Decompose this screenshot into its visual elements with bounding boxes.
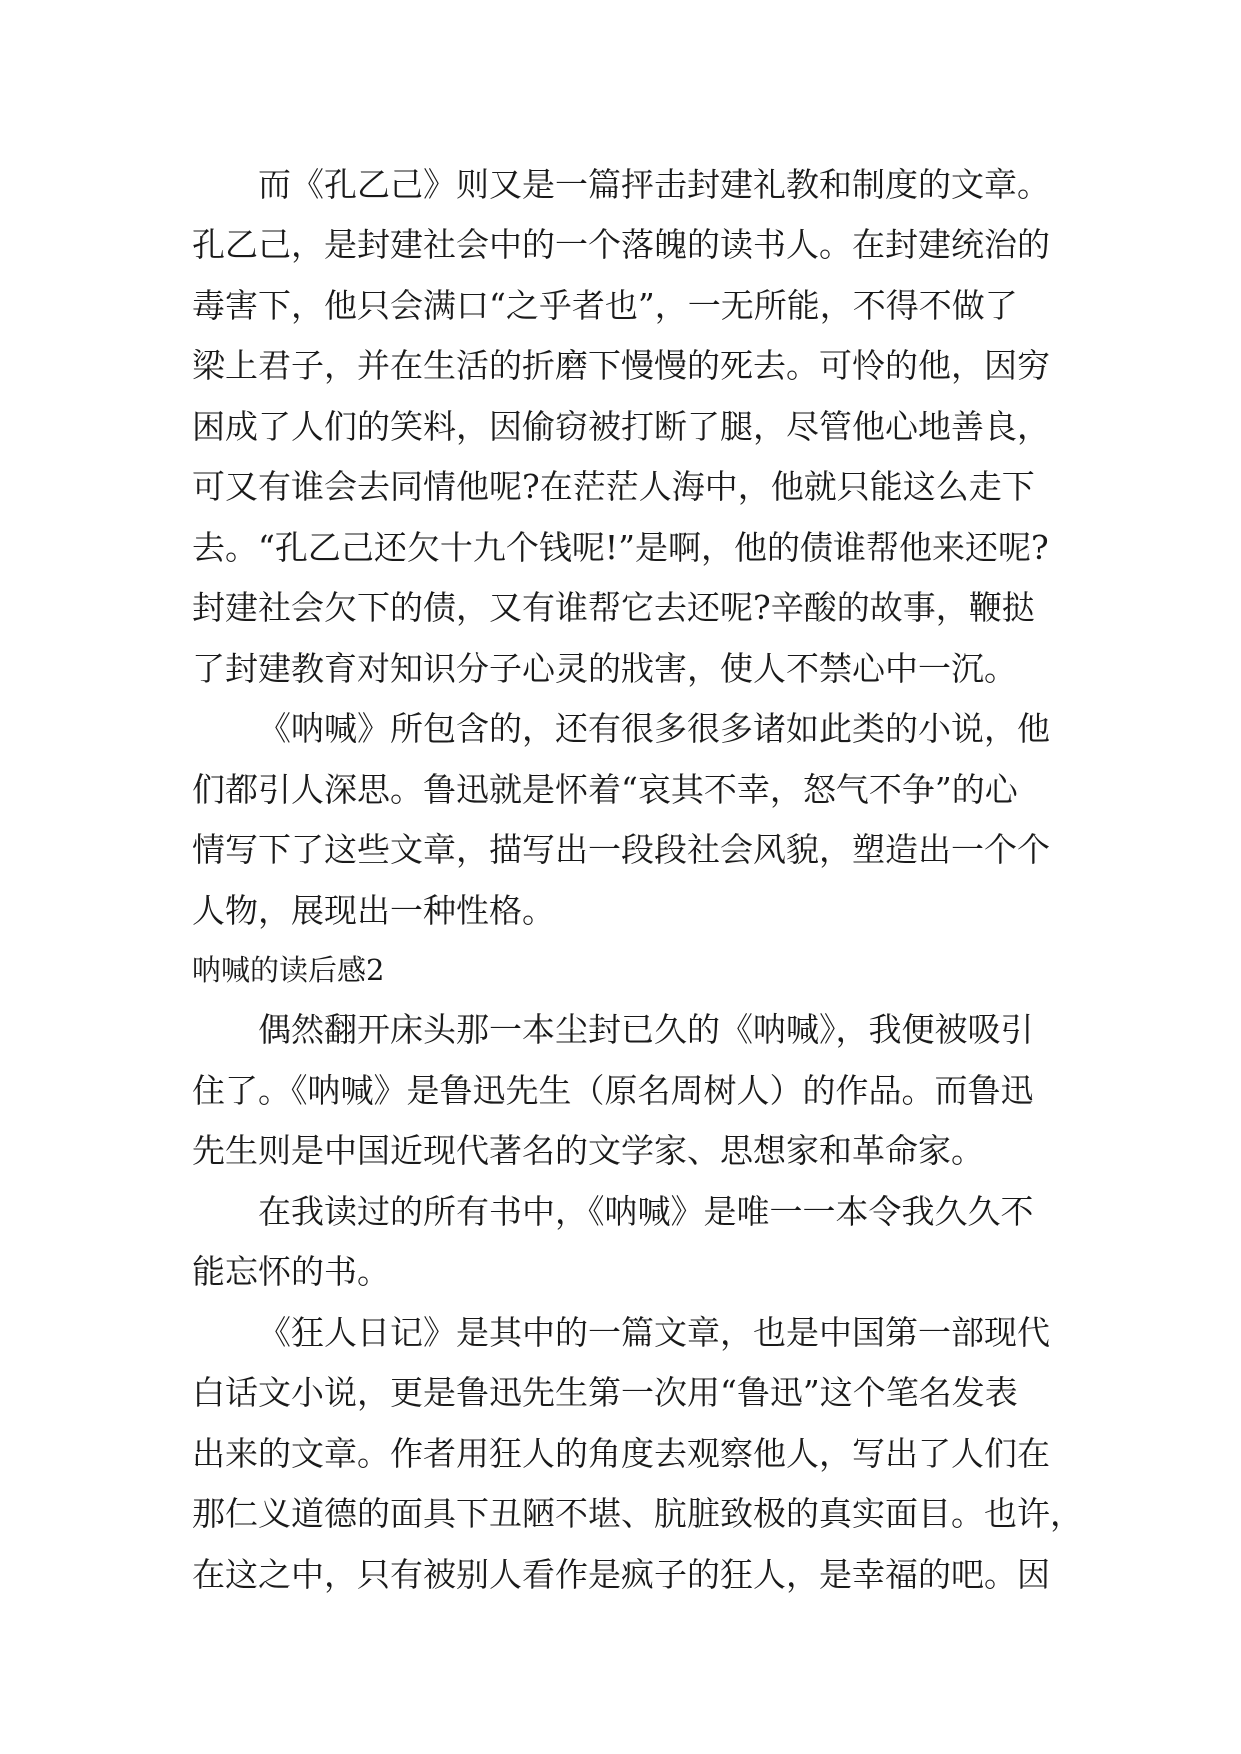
paragraph-line: 孔乙己，是封建社会中的一个落魄的读书人。在封建统治的 — [192, 225, 1050, 264]
paragraph-line: 在这之中，只有被别人看作是疯子的狂人，是幸福的吧。因 — [192, 1555, 1050, 1594]
paragraph-line: 了封建教育对知识分子心灵的戕害，使人不禁心中一沉。 — [192, 649, 1017, 688]
paragraph-line: 封建社会欠下的债，又有谁帮它去还呢?辛酸的故事，鞭挞 — [192, 588, 1035, 627]
paragraph-line: 能忘怀的书。 — [192, 1252, 390, 1291]
paragraph-line: 情写下了这些文章，描写出一段段社会风貌，塑造出一个个 — [192, 830, 1050, 869]
paragraph-line: 而《孔乙己》则又是一篇抨击封建礼教和制度的文章。 — [258, 165, 1050, 204]
paragraph-line: 偶然翻开床头那一本尘封已久的《呐喊》，我便被吸引 — [258, 1010, 1034, 1049]
paragraph-line: 困成了人们的笑料，因偷窃被打断了腿，尽管他心地善良， — [192, 407, 1050, 446]
paragraph-line: 人物，展现出一种性格。 — [192, 891, 555, 930]
paragraph-line: 毒害下，他只会满口“之乎者也”，一无所能，不得不做了 — [192, 286, 1018, 325]
paragraph-line: 出来的文章。作者用狂人的角度去观察他人，写出了人们在 — [192, 1434, 1050, 1473]
section-heading: 呐喊的读后感2 — [192, 953, 385, 987]
paragraph-line: 可又有谁会去同情他呢?在茫茫人海中，他就只能这么走下 — [192, 467, 1035, 506]
paragraph-line: 先生则是中国近现代著名的文学家、思想家和革命家。 — [192, 1131, 984, 1170]
paragraph-line: 《狂人日记》是其中的一篇文章，也是中国第一部现代 — [258, 1313, 1050, 1352]
paragraph-line: 去。“孔乙己还欠十九个钱呢!”是啊，他的债谁帮他来还呢? — [192, 528, 1049, 567]
paragraph-line: 那仁义道德的面具下丑陋不堪、肮脏致极的真实面目。也许， — [192, 1494, 1083, 1533]
paragraph-line: 《呐喊》所包含的，还有很多很多诸如此类的小说，他 — [258, 709, 1050, 748]
paragraph-line: 白话文小说，更是鲁迅先生第一次用“鲁迅”这个笔名发表 — [192, 1373, 1018, 1412]
paragraph-line: 在我读过的所有书中，《呐喊》是唯一一本令我久久不 — [258, 1192, 1034, 1231]
paragraph-line: 们都引人深思。鲁迅就是怀着“哀其不幸，怒气不争”的心 — [192, 770, 1018, 809]
paragraph-line: 住了。《呐喊》是鲁迅先生（原名周树人）的作品。而鲁迅 — [192, 1071, 1034, 1110]
paragraph-line: 梁上君子，并在生活的折磨下慢慢的死去。可怜的他，因穷 — [192, 346, 1050, 385]
